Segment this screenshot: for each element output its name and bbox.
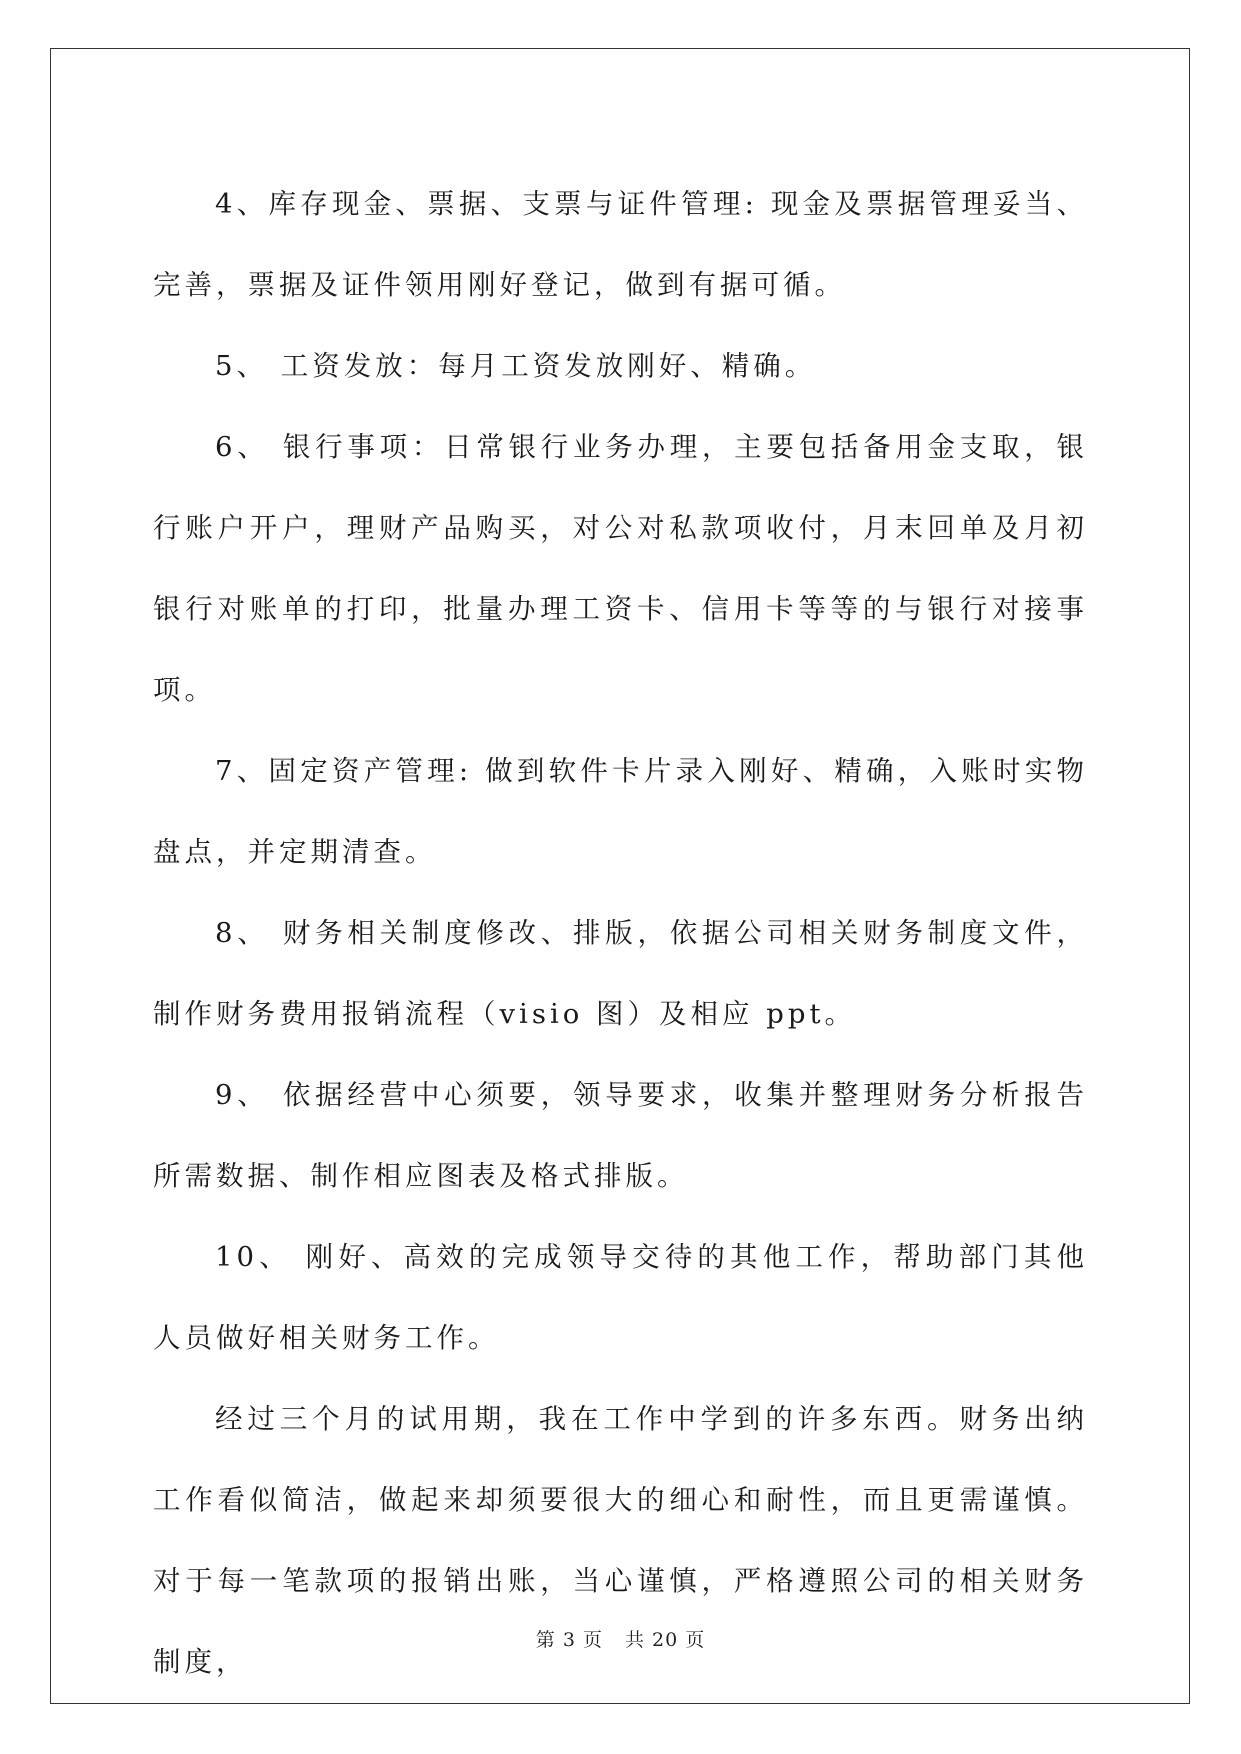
paragraph-item-4-cash-management: 4、库存现金、票据、支票与证件管理: 现金及票据管理妥当、完善，票据及证件领用刚好登记，做到有据可循。 [153,188,1088,301]
paragraph-item-8-financial-policy: 8、 财务相关制度修改、排版，依据公司相关财务制度文件，制作财务费用报销流程（visio 图）及相应 ppt。 [153,917,1088,1030]
paragraph-item-5-salary: 5、 工资发放：每月工资发放刚好、精确。 [215,350,817,382]
paragraph-item-9-analysis-report: 9、 依据经营中心须要，领导要求，收集并整理财务分析报告所需数据、制作相应图表及格式排版。 [153,1079,1088,1192]
page-footer [0,1625,1241,1652]
document-body [153,164,1088,1703]
paragraph-item-10-other-work: 10、 刚好、高效的完成领导交待的其他工作，帮助部门其他人员做好相关财务工作。 [153,1241,1088,1354]
paragraph-item-6-banking: 6、 银行事项：日常银行业务办理，主要包括备用金支取，银行账户开户，理财产品购买，对公对私款项收付，月末回单及月初银行对账单的打印，批量办理工资卡、信用卡等等的与银行对接事项。 [153,431,1088,706]
page-number-total: 共 20 页 [624,1629,706,1651]
paragraph-probation-summary: 经过三个月的试用期，我在工作中学到的许多东西。财务出纳工作看似简洁，做起来却须要很大的细心和耐性，而且更需谨慎。对于每一笔款项的报销出账，当心谨慎，严格遵照公司的相关财务制度， [153,1403,1088,1678]
paragraph-item-7-fixed-assets: 7、固定资产管理: 做到软件卡片录入刚好、精确，入账时实物盘点，并定期清查。 [153,755,1088,868]
page-number-current: 第 3 页 [535,1629,603,1651]
